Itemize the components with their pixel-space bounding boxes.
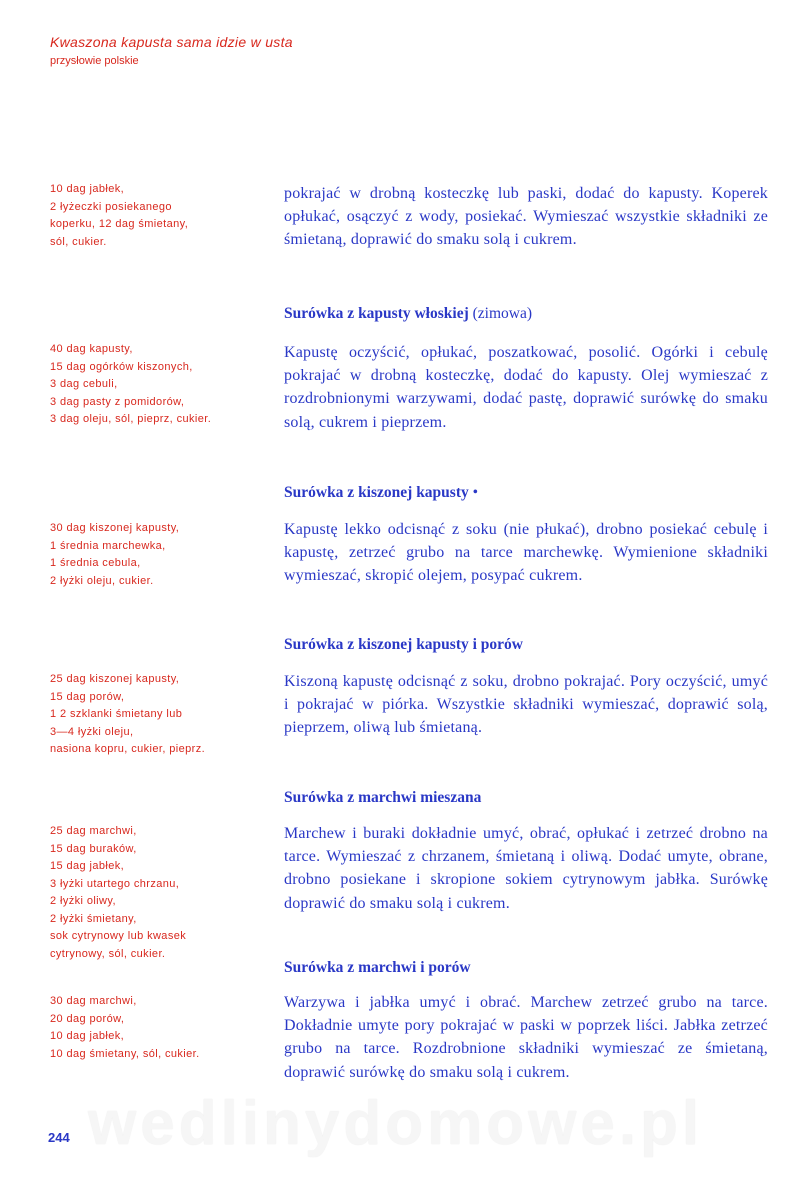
recipe-text: Kiszoną kapustę odcisnąć z soku, drobno pokrajać. Pory oczyścić, umyć i pokrajać w piórka. Wszystkie składniki wymieszać, doprawić solą, pieprzem, oliwą lub śmietaną. xyxy=(284,673,768,737)
ingredient-line: 30 dag marchwi, xyxy=(50,995,137,1007)
motto-source: przysłowie polskie xyxy=(50,55,139,67)
recipe-text: Marchew i buraki dokładnie umyć, obrać, opłukać i zetrzeć drobno na tarce. Wymieszać z chrzanem, śmietaną i oliwą. Dodać umyte, obrane, drobno posiekane i skropione sokiem cytrynowym jabłka. Surówkę doprawić do smaku solą i cukrem. xyxy=(284,825,768,912)
recipe-text: Kapustę lekko odcisnąć z soku (nie płukać), drobno posiekać cebulę i kapustę, zetrzeć grubo na tarce marchewkę. Wymienione składniki wymieszać, skropić olejem, posypać cukrem. xyxy=(284,521,768,585)
ingredients-list xyxy=(50,823,275,963)
ingredient-line: 2 łyżki oliwy, xyxy=(50,895,116,907)
recipe-title xyxy=(284,959,471,977)
ingredient-line: 2 łyżeczki posiekanego xyxy=(50,200,172,213)
ingredient-line: 10 dag jabłek, xyxy=(50,1030,125,1042)
ingredient-line: 3—4 łyżki oleju, xyxy=(50,725,134,738)
ingredient-line: 3 łyżki utartego chrzanu, xyxy=(50,877,180,890)
ingredient-line: 10 dag jabłek, xyxy=(50,183,125,195)
page-number: 244 xyxy=(48,1130,70,1145)
ingredient-line: 1 średnia marchewka, xyxy=(50,539,166,552)
ingredient-line: 25 dag marchwi, xyxy=(50,825,137,837)
watermark: wedlinydomowe.pl xyxy=(88,1089,704,1158)
ingredient-line: 3 dag oleju, sól, pieprz, cukier. xyxy=(50,413,212,425)
ingredient-line: 15 dag porów, xyxy=(50,690,125,703)
ingredient-line: 15 dag buraków, xyxy=(50,842,137,855)
recipe-title-text: Surówka z marchwi i porów xyxy=(284,959,471,976)
recipe-title xyxy=(284,789,481,807)
ingredient-line: 15 dag ogórków kiszonych, xyxy=(50,360,193,373)
page-motto: Kwaszona kapusta sama idzie w usta xyxy=(50,34,293,50)
recipe-title xyxy=(284,484,478,502)
ingredient-line: 20 dag porów, xyxy=(50,1012,125,1025)
ingredient-line: 15 dag jabłek, xyxy=(50,860,125,872)
ingredient-line: sok cytrynowy lub kwasek xyxy=(50,930,187,942)
ingredient-line: cytrynowy, sól, cukier. xyxy=(50,947,166,960)
recipe-title xyxy=(284,636,523,654)
ingredients-list xyxy=(50,520,275,590)
recipe-title-text: Surówka z kiszonej kapusty xyxy=(284,484,469,501)
ingredients-list-continuation xyxy=(50,181,275,251)
recipe-text: Kapustę oczyścić, opłukać, poszatkować, posolić. Ogórki i cebulę pokrajać w drobną kosteczkę, dodać do kapusty. Olej wymieszać z rozdrobnionymi warzywami, dodać pastę, doprawić surówkę do smaku solą, cukrem i pieprzem. xyxy=(284,344,768,431)
ingredient-line: nasiona kopru, cukier, pieprz. xyxy=(50,743,206,755)
ingredient-line: 3 dag cebuli, xyxy=(50,378,118,390)
ingredients-list xyxy=(50,671,275,759)
ingredient-line: 25 dag kiszonej kapusty, xyxy=(50,673,180,685)
recipe-text-continuation: pokrajać w drobną kosteczkę lub paski, dodać do kapusty. Koperek opłukać, osączyć z wody, posiekać. Wymieszać wszystkie składniki ze śmietaną, doprawić do smaku solą i cukrem. xyxy=(284,185,768,249)
recipe-title-text: Surówka z marchwi mieszana xyxy=(284,789,482,806)
ingredient-line: 2 łyżki oleju, cukier. xyxy=(50,574,154,587)
ingredient-line: koperku, 12 dag śmietany, xyxy=(50,218,189,230)
ingredient-line: 10 dag śmietany, sól, cukier. xyxy=(50,1047,200,1060)
recipe-title-text: Surówka z kapusty włoskiej xyxy=(284,305,469,322)
recipe-title xyxy=(284,305,532,323)
recipe-title-text: Surówka z kiszonej kapusty i porów xyxy=(284,636,523,653)
recipe-text: Warzywa i jabłka umyć i obrać. Marchew zetrzeć grubo na tarce. Dokładnie umyte pory pokrajać w paski w poprzek liści. Jabłka zetrzeć grubo na tarce. Rozdrobnione składniki wymieszać ze śmietaną, doprawić surówkę do smaku solą i cukrem. xyxy=(284,994,768,1081)
recipe-title-suffix: (zimowa) xyxy=(472,305,533,322)
ingredient-line: 1 2 szklanki śmietany lub xyxy=(50,708,183,720)
ingredients-list xyxy=(50,993,275,1063)
ingredients-list xyxy=(50,341,275,429)
ingredient-line: 2 łyżki śmietany, xyxy=(50,912,137,925)
recipe-title-suffix: • xyxy=(472,484,479,501)
ingredient-line: 1 średnia cebula, xyxy=(50,557,141,569)
ingredient-line: 40 dag kapusty, xyxy=(50,343,133,355)
ingredient-line: sól, cukier. xyxy=(50,235,107,248)
ingredient-line: 30 dag kiszonej kapusty, xyxy=(50,522,180,534)
ingredient-line: 3 dag pasty z pomidorów, xyxy=(50,395,185,408)
